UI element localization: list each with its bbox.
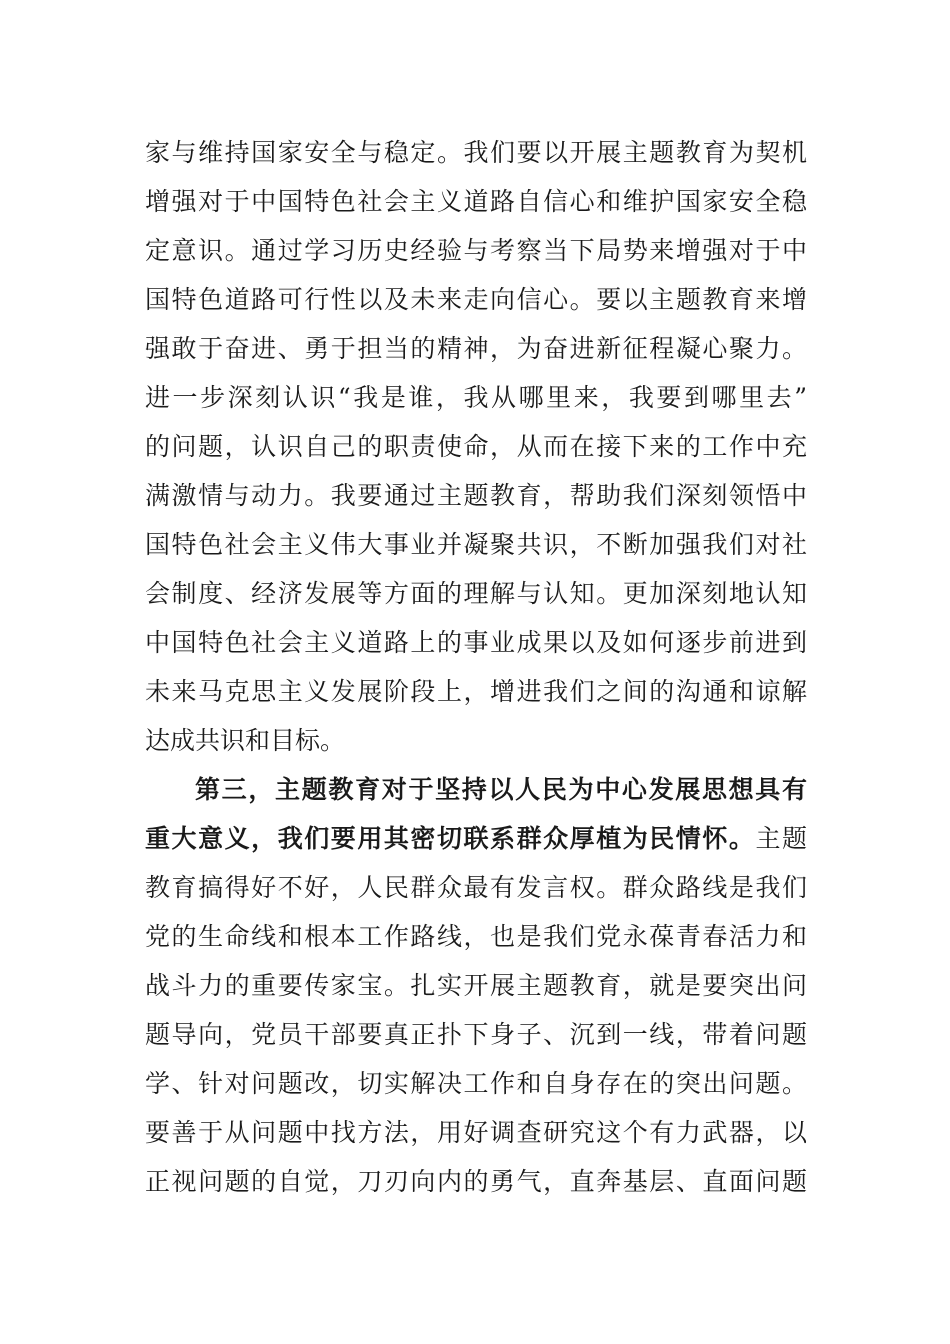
text-line: 党的生命线和根本工作路线，也是我们党永葆青春活力和 <box>145 922 807 951</box>
normal-text: 主题 <box>755 824 807 853</box>
text-line: 教育搞得好不好，人民群众最有发言权。群众路线是我们 <box>145 873 807 902</box>
text-line: 国特色社会主义伟大事业并凝聚共识，不断加强我们对社 <box>145 530 807 559</box>
paragraph-heading-line-2 <box>145 814 807 863</box>
text-line: 正视问题的自觉，刀刃向内的勇气，直奔基层、直面问题 <box>145 1167 807 1196</box>
text-line: 未来马克思主义发展阶段上，增进我们之间的沟通和谅解 <box>145 677 807 706</box>
text-line: 增强对于中国特色社会主义道路自信心和维护国家安全稳 <box>145 187 807 216</box>
text-line: 达成共识和目标。 <box>145 726 346 755</box>
text-line: 国特色道路可行性以及未来走向信心。要以主题教育来增 <box>145 285 807 314</box>
text-line: 中国特色社会主义道路上的事业成果以及如何逐步前进到 <box>145 628 807 657</box>
paragraph-heading-line: 第三，主题教育对于坚持以人民为中心发展思想具有 <box>195 775 807 804</box>
bold-text: 重大意义，我们要用其密切联系群众厚植为民情怀。 <box>145 824 756 853</box>
text-line: 题导向，党员干部要真正扑下身子、沉到一线，带着问题 <box>145 1020 807 1049</box>
text-line: 要善于从问题中找方法，用好调查研究这个有力武器，以 <box>145 1118 807 1147</box>
text-line: 会制度、经济发展等方面的理解与认知。更加深刻地认知 <box>145 579 807 608</box>
document-body <box>145 128 807 1206</box>
text-line: 战斗力的重要传家宝。扎实开展主题教育，就是要突出问 <box>145 971 807 1000</box>
text-line: 的问题，认识自己的职责使命，从而在接下来的工作中充 <box>145 432 807 461</box>
text-line: 进一步深刻认识“我是谁，我从哪里来，我要到哪里去” <box>145 383 807 412</box>
text-line: 满激情与动力。我要通过主题教育，帮助我们深刻领悟中 <box>145 481 807 510</box>
text-line: 定意识。通过学习历史经验与考察当下局势来增强对于中 <box>145 236 807 265</box>
text-line: 学、针对问题改，切实解决工作和自身存在的突出问题。 <box>145 1069 807 1098</box>
text-line: 强敢于奋进、勇于担当的精神，为奋进新征程凝心聚力。 <box>145 334 807 363</box>
text-line: 家与维持国家安全与稳定。我们要以开展主题教育为契机 <box>145 138 807 167</box>
